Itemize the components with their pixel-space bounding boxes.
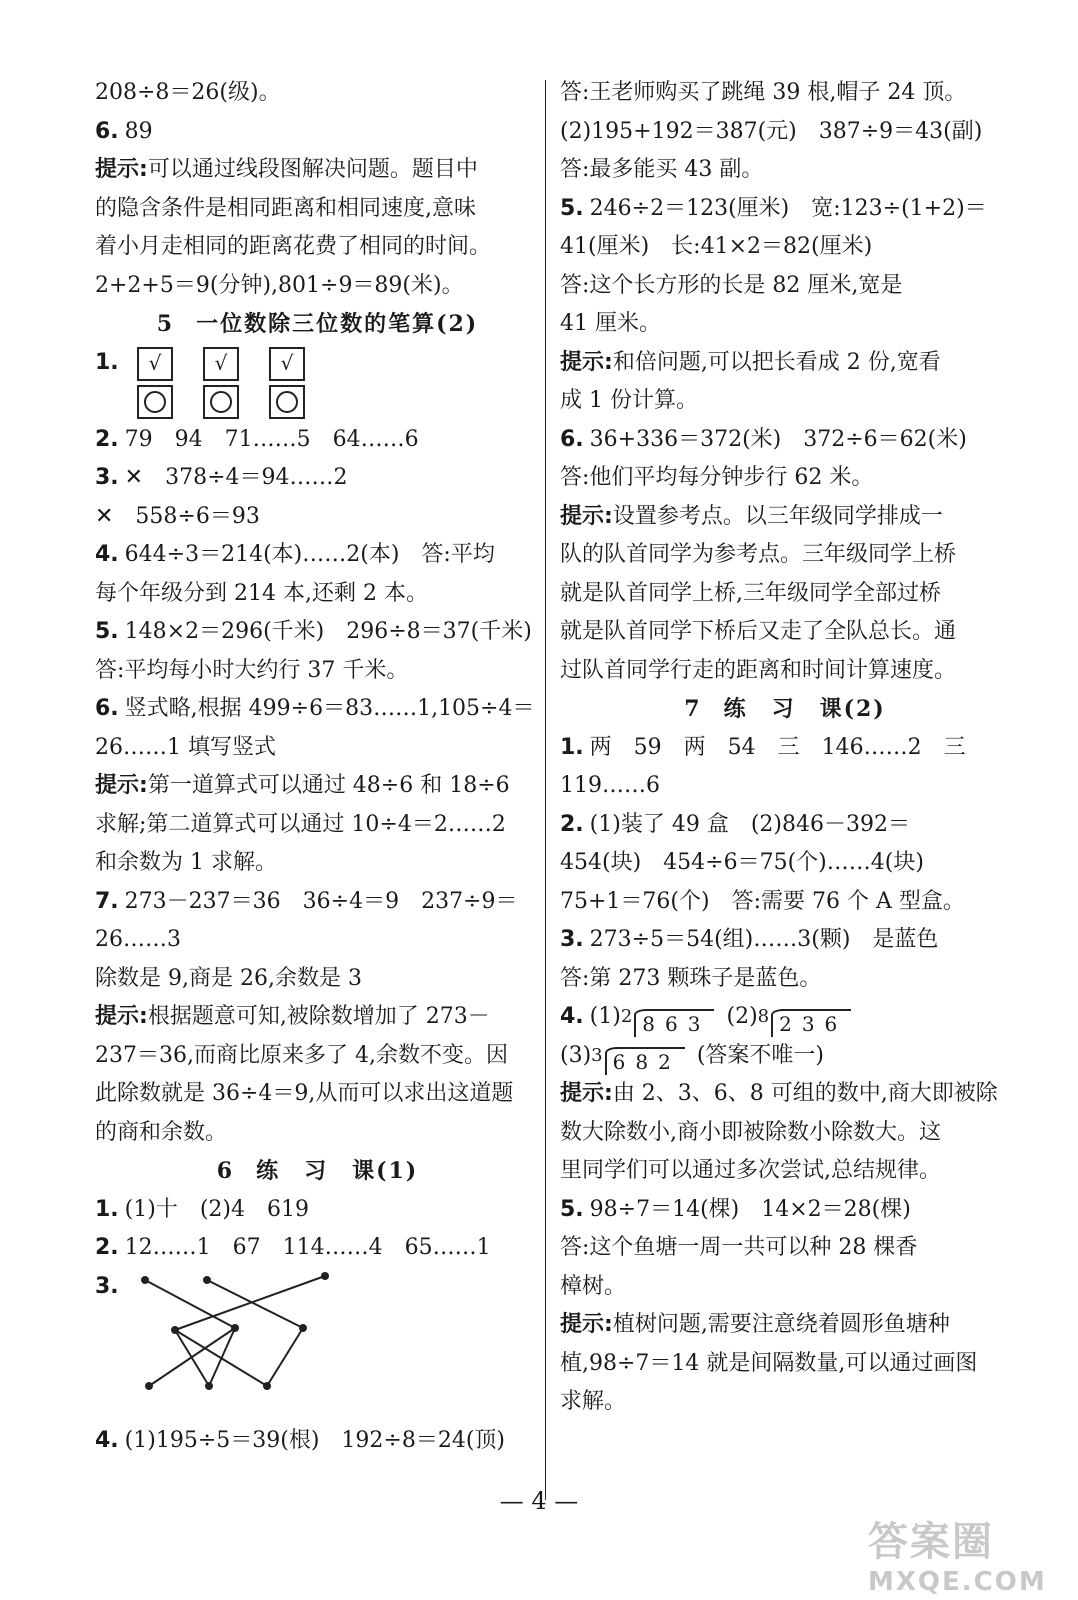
answer-line bbox=[95, 1422, 540, 1461]
hint-label: 提示: bbox=[560, 1312, 613, 1337]
line-text: 竖式略,根据 499÷6＝83……1,105÷4＝ bbox=[124, 696, 535, 721]
watermark-logo bbox=[868, 1510, 1058, 1597]
question-number: 4. bbox=[95, 542, 119, 567]
text-line bbox=[95, 498, 540, 537]
hint-label: 提示: bbox=[95, 157, 148, 182]
line-text: 答:第 273 颗珠子是蓝色。 bbox=[560, 965, 822, 991]
line-text: 答:平均每小时大约行 37 千米。 bbox=[95, 657, 409, 683]
line-text: 可以通过线段图解决问题。题目中 bbox=[147, 157, 478, 182]
left-column bbox=[95, 74, 540, 1461]
line-text: 求解。 bbox=[560, 1389, 627, 1414]
line-text: 和倍问题,可以把长看成 2 份,宽看 bbox=[612, 349, 941, 375]
line-text: 12……1 67 114……4 65……1 bbox=[124, 1235, 491, 1260]
text-line bbox=[95, 267, 540, 306]
text-line bbox=[95, 844, 540, 883]
hint-line bbox=[95, 151, 540, 190]
line-text: (1)十 (2)4 619 bbox=[124, 1196, 309, 1222]
answer-line bbox=[95, 459, 540, 498]
line-text: ✕ 558÷6＝93 bbox=[95, 503, 260, 529]
hint-line bbox=[560, 498, 1010, 537]
text-line bbox=[560, 613, 1010, 652]
line-text: 答:最多能买 43 副。 bbox=[560, 157, 764, 182]
question-number: 2. bbox=[95, 426, 119, 452]
page-number: — 4 — bbox=[499, 1487, 579, 1515]
question-number: 1. bbox=[95, 1196, 119, 1222]
text-line bbox=[560, 883, 1010, 922]
question-number: 6. bbox=[95, 118, 119, 144]
answer-boxes bbox=[137, 344, 305, 383]
line-text: ✕ 378÷4＝94……2 bbox=[124, 465, 348, 490]
circle-box bbox=[203, 385, 239, 419]
answer-line bbox=[95, 536, 540, 575]
line-text: 148×2＝296(千米) 296÷8＝37(千米) bbox=[124, 619, 532, 644]
answer-line bbox=[95, 1191, 540, 1230]
text-line bbox=[560, 1229, 1010, 1268]
column-divider bbox=[545, 80, 546, 1500]
line-text: 26……3 bbox=[95, 927, 181, 952]
matching-line bbox=[175, 1276, 325, 1330]
division-label: (1) bbox=[589, 1004, 621, 1029]
answer-line bbox=[560, 806, 1010, 845]
line-text: 数大除数小,商小即被除数小除数大。这 bbox=[560, 1119, 941, 1145]
circle-box bbox=[269, 385, 305, 419]
line-text: 答:这个长方形的长是 82 厘米,宽是 bbox=[560, 272, 903, 298]
line-text: 答:他们平均每分钟步行 62 米。 bbox=[560, 465, 874, 490]
text-line bbox=[560, 459, 1010, 498]
line-text: 里同学们可以通过多次尝试,总结规律。 bbox=[560, 1158, 941, 1183]
line-text: 119……6 bbox=[560, 773, 660, 798]
text-line bbox=[560, 960, 1010, 999]
answer-line bbox=[560, 421, 1010, 460]
hint-line bbox=[560, 1306, 1010, 1345]
line-text: 的隐含条件是相同距离和相同速度,意味 bbox=[95, 195, 476, 221]
question-number: 6. bbox=[560, 426, 584, 452]
answer-line bbox=[95, 1229, 540, 1268]
line-text: 的商和余数。 bbox=[95, 1119, 228, 1145]
circle-icon bbox=[276, 391, 298, 413]
line-text: 成 1 份计算。 bbox=[560, 388, 698, 413]
answer-boxes bbox=[137, 382, 305, 421]
division-layout bbox=[560, 1037, 685, 1076]
line-text: 过队首同学行走的距离和时间计算速度。 bbox=[560, 657, 957, 683]
text-line bbox=[560, 575, 1010, 614]
line-text: 答:这个鱼塘一周一共可以种 28 棵香 bbox=[560, 1235, 918, 1260]
line-text: 2+2+5＝9(分钟),801÷9＝89(米)。 bbox=[95, 272, 464, 298]
matching-dot bbox=[145, 1382, 153, 1390]
check-box bbox=[269, 347, 305, 381]
line-text: 第一道算式可以通过 48÷6 和 18÷6 bbox=[147, 773, 510, 798]
question-number: 6. bbox=[95, 696, 119, 721]
question-number: 7. bbox=[95, 888, 119, 914]
line-text: 此除数就是 36÷4＝9,从而可以求出这道题 bbox=[95, 1081, 514, 1106]
line-text: 两 59 两 54 三 146……2 三 bbox=[589, 734, 966, 760]
line-text: 273÷5＝54(组)……3(颗) 是蓝色 bbox=[589, 927, 939, 952]
answer-line bbox=[95, 613, 540, 652]
section-number: 5 bbox=[156, 311, 175, 337]
line-text: 着小月走相同的距离花费了相同的时间。 bbox=[95, 234, 492, 259]
text-line bbox=[95, 652, 540, 691]
line-text: 除数是 9,商是 26,余数是 3 bbox=[95, 965, 362, 991]
line-text: 89 bbox=[124, 118, 153, 144]
question-number bbox=[95, 382, 123, 421]
circle-icon bbox=[144, 391, 166, 413]
dividend: 236 bbox=[771, 1009, 851, 1037]
line-text: (2)195+192＝387(元) 387÷9＝43(副) bbox=[560, 118, 983, 144]
line-text: 队的队首同学为参考点。三年级同学上桥 bbox=[560, 542, 957, 567]
line-text: 208÷8＝26(级)。 bbox=[95, 80, 281, 105]
line-text: 求解;第二道算式可以通过 10÷4＝2……2 bbox=[95, 811, 506, 837]
text-line bbox=[560, 1268, 1010, 1307]
divisor: 3 bbox=[591, 1044, 603, 1066]
watermark-line2: MXQE.COM bbox=[868, 1567, 1047, 1597]
text-line bbox=[560, 1152, 1010, 1191]
answer-line bbox=[560, 1191, 1010, 1230]
answer-line bbox=[560, 921, 1010, 960]
matching-dot bbox=[141, 1276, 149, 1284]
question-number: 3. bbox=[95, 1273, 119, 1299]
line-text: 41(厘米) 长:41×2＝82(厘米) bbox=[560, 234, 873, 259]
division-label: (3) bbox=[560, 1042, 592, 1068]
text-line bbox=[95, 228, 540, 267]
matching-dot bbox=[171, 1326, 179, 1334]
line-text: 79 94 71……5 64……6 bbox=[124, 426, 419, 452]
line-text: 26……1 填写竖式 bbox=[95, 734, 276, 760]
line-text: 每个年级分到 214 本,还剩 2 本。 bbox=[95, 580, 428, 606]
text-line bbox=[95, 921, 540, 960]
text-line bbox=[560, 767, 1010, 806]
question-number: 2. bbox=[95, 1235, 119, 1260]
hint-label: 提示: bbox=[95, 1004, 148, 1029]
line-text: 273－237＝36 36÷4＝9 237÷9＝ bbox=[124, 888, 518, 914]
matching-dot bbox=[231, 1324, 239, 1332]
text-line bbox=[95, 729, 540, 768]
matching-lines bbox=[125, 1268, 345, 1398]
text-line bbox=[560, 652, 1010, 691]
question-number: 5. bbox=[560, 195, 584, 221]
hint-label: 提示: bbox=[560, 1081, 613, 1106]
line-text: 设置参考点。以三年级同学排成一 bbox=[612, 503, 943, 529]
text-line bbox=[95, 1114, 540, 1153]
line-text: 36+336＝372(米) 372÷6＝62(米) bbox=[589, 426, 967, 452]
check-icon: √ bbox=[280, 351, 294, 376]
division-label: (2) bbox=[726, 1004, 758, 1029]
line-text: (1)装了 49 盒 (2)846－392＝ bbox=[589, 811, 910, 837]
line-text: 和余数为 1 求解。 bbox=[95, 850, 277, 875]
line-text: 644÷3＝214(本)……2(本) 答:平均 bbox=[124, 542, 495, 567]
answer-line bbox=[95, 690, 540, 729]
line-matching-figure bbox=[95, 1306, 540, 1422]
hint-label: 提示: bbox=[560, 503, 613, 529]
hint-line bbox=[95, 767, 540, 806]
line-text: 樟树。 bbox=[560, 1273, 627, 1299]
matching-dot bbox=[205, 1382, 213, 1390]
text-line bbox=[560, 113, 1010, 152]
line-text: 植,98÷7＝14 就是间隔数量,可以通过画图 bbox=[560, 1350, 978, 1376]
long-division-row bbox=[560, 998, 1010, 1037]
answer-note: (答案不唯一) bbox=[696, 1042, 824, 1068]
text-line bbox=[95, 575, 540, 614]
hint-line bbox=[560, 1075, 1010, 1114]
answer-line bbox=[95, 421, 540, 460]
line-text: 454(块) 454÷6＝75(个)……4(块) bbox=[560, 850, 924, 875]
section-title: 练 习 课(1) bbox=[256, 1158, 419, 1184]
division-layout bbox=[590, 998, 715, 1037]
dividend: 863 bbox=[634, 1009, 714, 1037]
right-column bbox=[560, 74, 1010, 1422]
answer-boxes-row bbox=[95, 382, 540, 421]
long-division-row bbox=[560, 1037, 1010, 1076]
text-line bbox=[95, 74, 540, 113]
line-text: 由 2、3、6、8 可组的数中,商大即被除 bbox=[612, 1081, 998, 1106]
text-line bbox=[560, 382, 1010, 421]
section-title: 一位数除三位数的笔算(2) bbox=[196, 311, 479, 337]
line-text: 246÷2＝123(厘米) 宽:123÷(1+2)＝ bbox=[589, 195, 987, 221]
line-text: 41 厘米。 bbox=[560, 311, 661, 336]
circle-box bbox=[137, 385, 173, 419]
answer-boxes-row bbox=[95, 344, 540, 383]
text-line bbox=[560, 536, 1010, 575]
section-title: 练 习 课(2) bbox=[723, 696, 886, 722]
text-line bbox=[95, 190, 540, 229]
line-text: 237＝36,而商比原来多了 4,余数不变。因 bbox=[95, 1042, 508, 1068]
text-line bbox=[560, 1345, 1010, 1384]
question-number: 5. bbox=[560, 1196, 584, 1222]
text-line bbox=[560, 151, 1010, 190]
text-line bbox=[95, 960, 540, 999]
section-heading bbox=[560, 690, 1010, 729]
text-line bbox=[560, 1383, 1010, 1422]
line-text: 根据题意可知,被除数增加了 273－ bbox=[147, 1004, 490, 1029]
matching-dot bbox=[203, 1276, 211, 1284]
line-text: 75+1＝76(个) 答:需要 76 个 A 型盒。 bbox=[560, 888, 965, 914]
text-line bbox=[560, 228, 1010, 267]
check-icon: √ bbox=[148, 351, 162, 376]
text-line bbox=[95, 806, 540, 845]
line-text: 答:王老师购买了跳绳 39 根,帽子 24 顶。 bbox=[560, 80, 967, 105]
matching-dot bbox=[321, 1272, 329, 1280]
check-box bbox=[137, 347, 173, 381]
question-number: 4. bbox=[560, 1004, 584, 1029]
section-number: 6 bbox=[216, 1158, 235, 1184]
text-line bbox=[560, 305, 1010, 344]
circle-icon bbox=[210, 391, 232, 413]
text-line bbox=[560, 74, 1010, 113]
answer-line bbox=[560, 190, 1010, 229]
matching-line bbox=[267, 1328, 303, 1386]
line-text: 植树问题,需要注意绕着圆形鱼塘种 bbox=[612, 1312, 950, 1337]
section-heading bbox=[95, 305, 540, 344]
question-number: 3. bbox=[560, 927, 584, 952]
watermark-line1: 答案圈 bbox=[868, 1519, 994, 1565]
text-line bbox=[560, 844, 1010, 883]
answer-line bbox=[560, 729, 1010, 768]
question-number: 1. bbox=[95, 349, 119, 375]
section-heading bbox=[95, 1152, 540, 1191]
line-text: (1)195÷5＝39(根) 192÷8＝24(顶) bbox=[124, 1428, 505, 1453]
hint-label: 提示: bbox=[95, 773, 148, 798]
matching-dot bbox=[299, 1324, 307, 1332]
hint-line bbox=[95, 998, 540, 1037]
dividend: 682 bbox=[605, 1047, 685, 1075]
answer-line bbox=[95, 883, 540, 922]
section-number: 7 bbox=[684, 696, 702, 722]
question-number: 1. bbox=[560, 734, 584, 760]
divisor: 2 bbox=[620, 1006, 633, 1027]
line-text: 就是队首同学下桥后又走了全队总长。通 bbox=[560, 619, 957, 644]
answer-line bbox=[95, 113, 540, 152]
question-number: 5. bbox=[95, 619, 119, 644]
hint-line bbox=[560, 344, 1010, 383]
check-icon: √ bbox=[214, 351, 228, 376]
question-number: 3. bbox=[95, 465, 119, 490]
divisor: 8 bbox=[757, 1006, 770, 1027]
matching-dot bbox=[263, 1382, 271, 1390]
division-layout bbox=[726, 998, 851, 1037]
question-number: 4. bbox=[95, 1428, 119, 1453]
line-text: 就是队首同学上桥,三年级同学全部过桥 bbox=[560, 580, 941, 606]
check-box bbox=[203, 347, 239, 381]
text-line bbox=[95, 1037, 540, 1076]
line-text: 98÷7＝14(棵) 14×2＝28(棵) bbox=[589, 1196, 911, 1222]
question-number: 2. bbox=[560, 811, 584, 837]
text-line bbox=[560, 1114, 1010, 1153]
text-line bbox=[95, 1075, 540, 1114]
hint-label: 提示: bbox=[560, 349, 613, 375]
text-line bbox=[560, 267, 1010, 306]
